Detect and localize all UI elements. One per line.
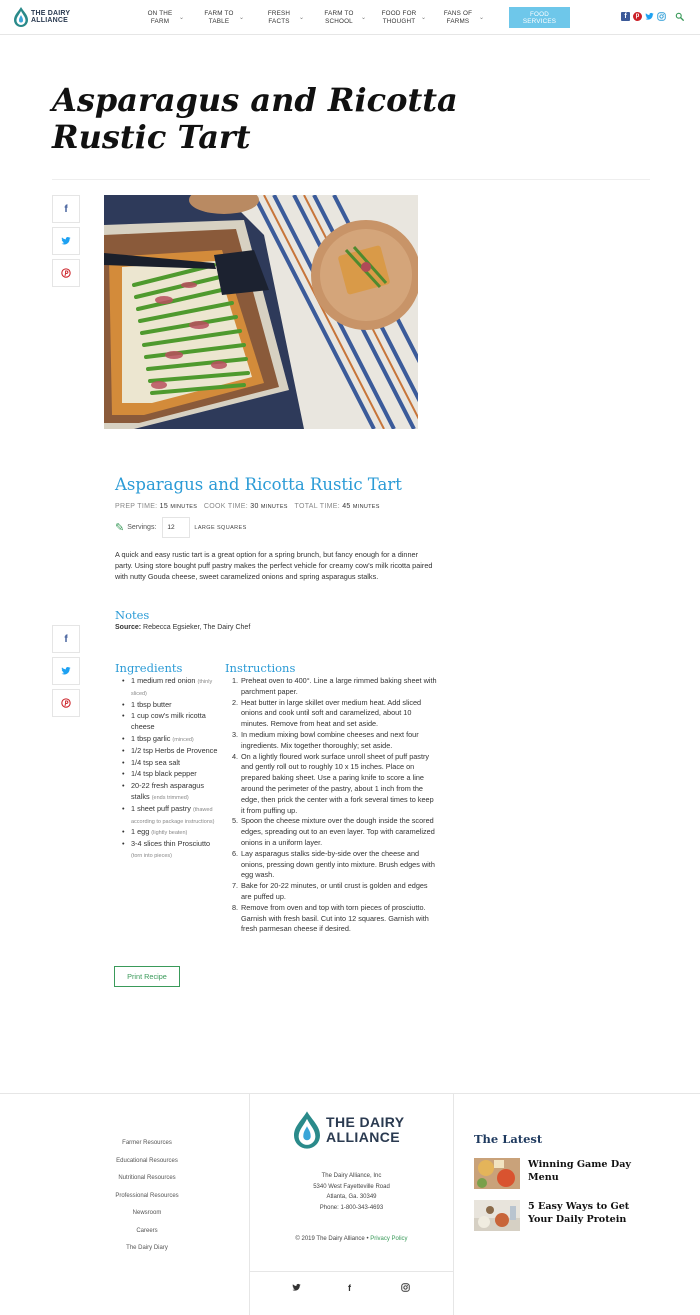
list-item: • 1 cup cow's milk ricotta cheese <box>121 711 221 734</box>
instagram-icon[interactable] <box>657 12 666 21</box>
post-thumbnail <box>474 1200 520 1231</box>
chevron-down-icon: ⌄ <box>179 15 185 21</box>
list-item: • 1/4 tsp sea salt <box>121 758 221 770</box>
logo-wordmark: THE DAIRY ALLIANCE <box>31 9 71 24</box>
recipe-title: Asparagus and Ricotta Rustic Tart <box>115 475 402 494</box>
list-item: 4. On a lightly floured work surface unroll sheet of puff pastry and gently roll out to roughly 10 x 15 inches. Place on prepared baking sheet. Use a paring knife to score a line around the perimeter of the pastry, about 1 inch from the edge, then prick the center with a fork several times to keep it from puffing up. <box>232 751 434 815</box>
post-thumbnail <box>474 1158 520 1189</box>
recipe-source: Source: Rebecca Egsieker, The Dairy Chef <box>115 624 251 631</box>
recipe-hero-image <box>104 195 418 429</box>
nav-farm-to-school[interactable]: FARM TO SCHOOL ⌄ <box>324 10 367 25</box>
footer-logo[interactable] <box>294 1111 405 1149</box>
latest-post-item[interactable] <box>474 1200 644 1231</box>
site-footer <box>0 1093 700 1315</box>
site-logo[interactable] <box>14 7 70 27</box>
nav-on-the-farm[interactable]: ON THE FARM ⌄ <box>147 10 185 25</box>
nav-food-for-thought[interactable]: FOOD FOR THOUGHT ⌄ <box>381 10 427 25</box>
footer-address: The Dairy Alliance, Inc 5340 West Fayetteville Road Atlanta, Ga. 30349 Phone: 1-800-343-4693 <box>313 1173 390 1211</box>
chevron-down-icon: ⌄ <box>239 15 245 21</box>
instructions-heading: Instructions <box>225 661 296 675</box>
list-item: • 3-4 slices thin Prosciutto (torn into pieces) <box>121 839 221 862</box>
page-title: Asparagus and Ricotta Rustic Tart <box>52 81 458 156</box>
list-item: 2. Heat butter in large skillet over medium heat. Add sliced onions and cook until soft and caramelized, about 10 minutes. Remove from heat and set aside. <box>232 697 422 729</box>
facebook-icon[interactable]: f <box>348 1283 351 1293</box>
twitter-icon <box>61 236 71 246</box>
footer-links <box>100 1139 194 1262</box>
facebook-icon[interactable]: f <box>621 12 630 21</box>
divider <box>52 179 650 180</box>
list-item: 3. In medium mixing bowl combine cheeses and next four ingredients. Mix together thoroughly; set aside. <box>232 729 419 750</box>
list-item: 6. Lay asparagus stalks side-by-side over the cheese and onions, pressing down gently into mixture. Brush edges with egg wash. <box>232 848 435 880</box>
facebook-icon: f <box>64 203 68 215</box>
servings-row: ✎ Servings: 12 LARGE SQUARES <box>115 517 247 538</box>
nav-farm-to-table[interactable]: FARM TO TABLE ⌄ <box>204 10 245 25</box>
list-item: 7. Bake for 20-22 minutes, or until crust is golden and edges are puffed up. <box>232 881 428 901</box>
latest-heading: The Latest <box>474 1132 543 1146</box>
nav-fresh-facts[interactable]: FRESH FACTS ⌄ <box>267 10 305 25</box>
list-item: • 1/4 tsp black pepper <box>121 769 221 781</box>
pinterest-icon[interactable]: p <box>633 12 642 21</box>
list-item: • 1 tbsp butter <box>121 700 221 712</box>
dairy-drop-logo-icon <box>294 1111 320 1149</box>
instagram-icon[interactable] <box>401 1283 410 1294</box>
list-item: • 1/2 tsp Herbs de Provence <box>121 746 221 758</box>
nav-fans-of-farms[interactable]: FANS OF FARMS ⌄ <box>443 10 485 25</box>
header-social <box>621 12 684 21</box>
pinterest-icon <box>61 268 71 278</box>
footer-link-educational-resources[interactable]: Educational Resources <box>116 1157 178 1164</box>
latest-post-title: 5 Easy Ways to Get Your Daily Protein <box>528 1201 630 1225</box>
list-item: 1. Preheat oven to 400°. Line a large rimmed baking sheet with parchment paper. <box>232 676 437 696</box>
divider <box>453 1094 454 1315</box>
list-item: 8. Remove from oven and top with torn pieces of prosciutto. Garnish with fresh basil. Cut into 12 squares. Garnish with fresh parmesan cheese if desired. <box>232 902 429 934</box>
chevron-down-icon: ⌄ <box>421 15 427 21</box>
list-item: • 1 egg (lightly beaten) <box>121 827 221 839</box>
notes-heading: Notes <box>115 608 150 622</box>
servings-input[interactable]: 12 <box>162 517 190 538</box>
share-twitter-button[interactable] <box>52 227 80 255</box>
list-item: 5. Spoon the cheese mixture over the dough inside the scored edges, spreading out to an even layer. Top with caramelized onions in a uniform layer. <box>232 816 435 847</box>
footer-link-careers[interactable]: Careers <box>136 1227 158 1234</box>
footer-link-newsroom[interactable]: Newsroom <box>132 1210 162 1216</box>
chevron-down-icon: ⌄ <box>479 15 485 21</box>
share-pinterest-button[interactable] <box>52 689 80 717</box>
footer-link-nutritional-resources[interactable]: Nutritional Resources <box>118 1175 176 1181</box>
twitter-icon <box>61 666 71 676</box>
ingredients-heading: Ingredients <box>115 661 183 675</box>
chevron-down-icon: ⌄ <box>299 15 305 21</box>
recipe-times: PREP TIME: 15 MINUTES COOK TIME: 30 MINUTES TOTAL TIME: 45 MINUTES <box>115 503 380 510</box>
search-icon[interactable] <box>675 12 684 21</box>
footer-link-professional-resources[interactable]: Professional Resources <box>115 1192 179 1199</box>
list-item: • 20-22 fresh asparagus stalks (ends trimmed) <box>121 781 221 804</box>
share-facebook-button[interactable] <box>52 625 80 653</box>
instructions-list <box>228 676 438 935</box>
twitter-icon[interactable] <box>645 12 654 21</box>
print-recipe-button[interactable]: Print Recipe <box>114 966 180 987</box>
facebook-icon: f <box>64 633 68 645</box>
recipe-summary: A quick and easy rustic tart is a great option for a spring brunch, but fancy enough for a dinner party. Using store bought puff pastry makes the perfect vehicle for creamy cow's milk ricotta paired with nutty Gouda cheese, sweet caramelized onions and spring asparagus stalks. <box>115 550 433 581</box>
site-header <box>0 0 700 35</box>
logo-wordmark: THE DAIRY ALLIANCE <box>326 1114 405 1145</box>
share-pinterest-button[interactable] <box>52 259 80 287</box>
list-item: • 1 tbsp garlic (minced) <box>121 734 221 746</box>
ingredients-list <box>121 676 221 862</box>
share-facebook-button[interactable] <box>52 195 80 223</box>
footer-link-farmer-resources[interactable]: Farmer Resources <box>122 1140 172 1146</box>
pinterest-icon <box>61 698 71 708</box>
privacy-policy-link[interactable]: Privacy Policy <box>370 1236 408 1242</box>
edit-icon: ✎ <box>115 522 125 534</box>
twitter-icon[interactable] <box>292 1283 301 1294</box>
list-item: • 1 medium red onion (thinly sliced) <box>121 676 221 700</box>
dairy-drop-logo-icon <box>14 7 28 27</box>
food-services-button[interactable]: FOOD SERVICES <box>509 7 570 28</box>
list-item: • 1 sheet puff pastry (thawed according to package instructions) <box>121 804 221 828</box>
footer-copyright: © 2019 The Dairy Alliance • Privacy Policy <box>295 1236 408 1242</box>
chevron-down-icon: ⌄ <box>361 15 367 21</box>
share-twitter-button[interactable] <box>52 657 80 685</box>
divider <box>250 1271 453 1272</box>
latest-post-title: Winning Game Day Menu <box>528 1159 631 1183</box>
footer-link-dairy-diary[interactable]: The Dairy Diary <box>126 1245 168 1251</box>
latest-post-item[interactable] <box>474 1158 644 1189</box>
